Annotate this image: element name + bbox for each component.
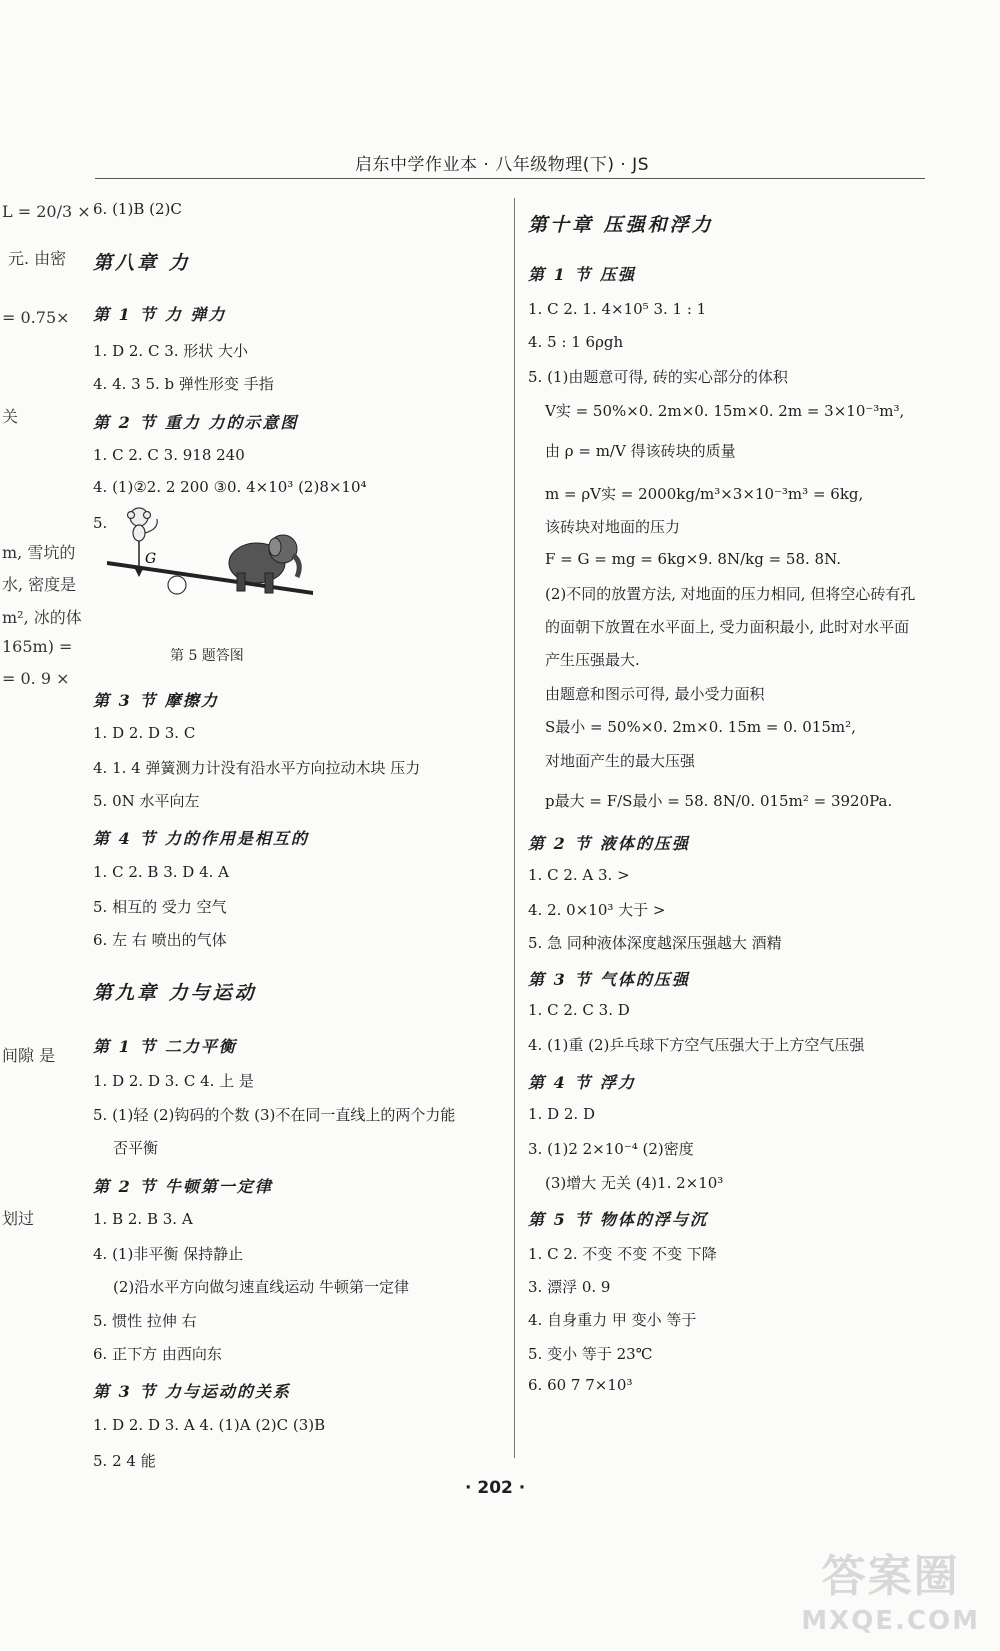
section-title: 第 4 节 浮力 <box>528 1073 636 1092</box>
column-divider <box>514 198 515 1458</box>
answer-line: 5. 变小 等于 23℃ <box>528 1345 653 1363</box>
answer-line: (2)沿水平方向做匀速直线运动 牛顿第一定律 <box>113 1278 410 1296</box>
answer-line: 5. 2 4 能 <box>93 1452 156 1470</box>
section-title: 第 1 节 压强 <box>528 265 636 284</box>
figure-caption: 第 5 题答图 <box>170 648 244 664</box>
left-fragment: = 0.75× <box>2 308 70 327</box>
page-number: · 202 · <box>465 1478 526 1498</box>
fulcrum-ball <box>168 576 186 594</box>
chapter-title: 第八章 力 <box>93 252 191 274</box>
answer-line: 由题意和图示可得, 最小受力面积 <box>545 685 765 703</box>
answer-line: 4. (1)②2. 2 200 ③0. 4×10³ (2)8×10⁴ <box>93 478 367 496</box>
answer-line: 1. D 2. D 3. C <box>93 724 196 742</box>
answer-line: 4. (1)非平衡 保持静止 <box>93 1245 244 1263</box>
answer-line: 产生压强最大. <box>545 651 640 669</box>
watermark-sub: MXQE.COM <box>801 1606 980 1636</box>
answer-line: 5. (1)由题意可得, 砖的实心部分的体积 <box>528 368 788 386</box>
section-title: 第 2 节 牛顿第一定律 <box>93 1177 273 1196</box>
section-title: 第 1 节 力 弹力 <box>93 305 227 324</box>
section-title: 第 4 节 力的作用是相互的 <box>93 829 309 848</box>
answer-line: 4. 5 : 1 6ρgh <box>528 333 624 351</box>
answer-line: 1. D 2. D 3. C 4. 上 是 <box>93 1072 254 1090</box>
answer-line: S最小 = 50%×0. 2m×0. 15m = 0. 015m², <box>545 718 856 736</box>
answer-line: 该砖块对地面的压力 <box>545 518 681 536</box>
answer-line: 4. 4. 3 5. b 弹性形变 手指 <box>93 375 274 393</box>
answer-line: 6. 正下方 由西向东 <box>93 1345 222 1363</box>
answer-line: 1. C 2. B 3. D 4. A <box>93 863 229 881</box>
answer-line: 1. C 2. C 3. 918 240 <box>93 446 245 464</box>
left-fragment: m², 冰的体 <box>2 608 82 627</box>
arrow-head <box>135 569 143 577</box>
answer-line: p最大 = F/S最小 = 58. 8N/0. 015m² = 3920Pa. <box>545 792 893 810</box>
section-title: 第 2 节 重力 力的示意图 <box>93 413 299 432</box>
answer-line: 5. 惯性 拉伸 右 <box>93 1312 197 1330</box>
answer-line: 5. <box>93 514 108 532</box>
left-fragment: 划过 <box>2 1209 35 1228</box>
answer-line: 1. C 2. C 3. D <box>528 1001 630 1019</box>
answer-line: (2)不同的放置方法, 对地面的压力相同, 但将空心砖有孔 <box>545 585 916 603</box>
answer-line: 否平衡 <box>113 1139 159 1157</box>
section-title: 第 3 节 力与运动的关系 <box>93 1382 291 1401</box>
answer-line: F = G = mg = 6kg×9. 8N/kg = 58. 8N. <box>545 550 842 568</box>
left-fragment: 间隙 是 <box>2 1046 56 1065</box>
page-header: 启东中学作业本 · 八年级物理(下) · JS <box>355 155 649 175</box>
answer-line: 6. 左 右 喷出的气体 <box>93 931 227 949</box>
left-fragment: 关 <box>2 407 19 426</box>
section-title: 第 3 节 气体的压强 <box>528 970 690 989</box>
section-title: 第 2 节 液体的压强 <box>528 834 690 853</box>
left-fragment: 水, 密度是 <box>2 575 77 594</box>
watermark-main: 答案圈 <box>821 1551 960 1602</box>
answer-line: 1. D 2. D <box>528 1105 595 1123</box>
section-title: 第 5 节 物体的浮与沉 <box>528 1210 708 1229</box>
answer-line: 1. D 2. C 3. 形状 大小 <box>93 342 249 360</box>
answer-line: 4. 1. 4 弹簧测力计没有沿水平方向拉动木块 压力 <box>93 759 421 777</box>
answer-line: 1. C 2. A 3. > <box>528 866 630 884</box>
answer-line: 由 ρ = m/V 得该砖块的质量 <box>545 442 736 460</box>
answer-line: 5. 相互的 受力 空气 <box>93 898 227 916</box>
answer-line: 4. (1)重 (2)乒乓球下方空气压强大于上方空气压强 <box>528 1036 865 1054</box>
left-fragment: 元. 由密 <box>8 249 67 268</box>
gravity-label: G <box>145 551 157 567</box>
header-rule <box>95 178 925 179</box>
answer-line: 4. 自身重力 甲 变小 等于 <box>528 1311 697 1329</box>
watermark <box>801 1551 980 1643</box>
answer-line: 6. (1)B (2)C <box>93 200 182 218</box>
left-fragment: L = 20/3 × <box>2 202 91 221</box>
section-title: 第 3 节 摩擦力 <box>93 691 219 710</box>
answer-line: 6. 60 7 7×10³ <box>528 1376 633 1394</box>
chapter-title: 第九章 力与运动 <box>93 982 257 1004</box>
monkey-icon <box>128 508 158 541</box>
seesaw-figure <box>105 505 325 625</box>
answer-line: (3)增大 无关 (4)1. 2×10³ <box>545 1174 724 1192</box>
answer-line: 5. 0N 水平向左 <box>93 792 200 810</box>
answer-line: 的面朝下放置在水平面上, 受力面积最小, 此时对水平面 <box>545 618 910 636</box>
answer-line: V实 = 50%×0. 2m×0. 15m×0. 2m = 3×10⁻³m³, <box>545 402 905 420</box>
answer-line: 1. D 2. D 3. A 4. (1)A (2)C (3)B <box>93 1416 326 1434</box>
left-fragment: m, 雪坑的 <box>2 543 76 562</box>
answer-line: 3. 漂浮 0. 9 <box>528 1278 611 1296</box>
answer-line: 1. B 2. B 3. A <box>93 1210 193 1228</box>
section-title: 第 1 节 二力平衡 <box>93 1037 237 1056</box>
answer-line: 4. 2. 0×10³ 大于 > <box>528 901 666 919</box>
answer-line: m = ρV实 = 2000kg/m³×3×10⁻³m³ = 6kg, <box>545 485 864 503</box>
chapter-title: 第十章 压强和浮力 <box>528 214 714 236</box>
answer-line: 5. 急 同种液体深度越深压强越大 酒精 <box>528 934 782 952</box>
answer-line: 3. (1)2 2×10⁻⁴ (2)密度 <box>528 1140 694 1158</box>
answer-line: 1. C 2. 不变 不变 不变 下降 <box>528 1245 717 1263</box>
left-fragment: 165m) = <box>2 637 73 656</box>
answer-line: 1. C 2. 1. 4×10⁵ 3. 1 : 1 <box>528 300 707 318</box>
answer-line: 5. (1)轻 (2)钩码的个数 (3)不在同一直线上的两个力能 <box>93 1106 456 1124</box>
answer-line: 对地面产生的最大压强 <box>545 752 696 770</box>
left-fragment: = 0. 9 × <box>2 669 70 688</box>
